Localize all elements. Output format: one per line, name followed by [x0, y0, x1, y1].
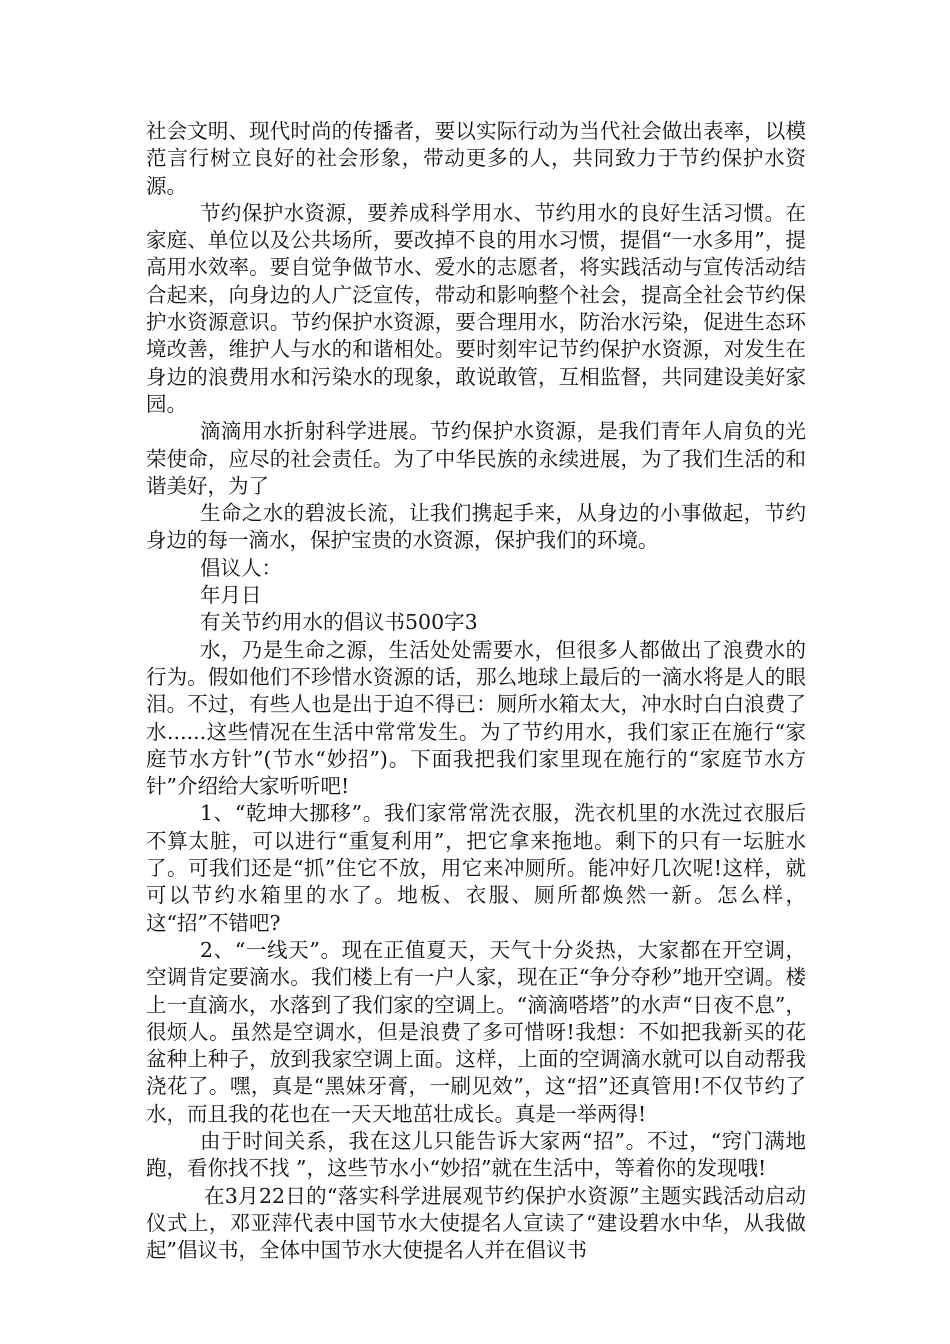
paragraph-march-22: 在3月22日的“落实科学进展观节约保护水资源”主题实践活动启动仪式上，邓亚萍代表中国节水大使提名人宣读了“建设碧水中华，从我做起”倡议书，全体中国节水大使提名人并在倡议书	[146, 1183, 806, 1263]
paragraph-call-to-action: 生命之水的碧波长流，让我们携起手来，从身边的小事做起，节约身边的每一滴水，保护宝贵的水资源，保护我们的环境。	[146, 501, 806, 553]
paragraph-continuation: 社会文明、现代时尚的传播者，要以实际行动为当代社会做出表率，以模范言行树立良好的社会形象，带动更多的人，共同致力于节约保护水资源。	[146, 119, 806, 198]
signature-proposer: 倡议人：	[200, 555, 282, 580]
signature-date: 年月日	[200, 583, 262, 608]
document-body	[146, 118, 806, 1264]
paragraph-youth-mission: 滴滴用水折射科学进展。节约保护水资源，是我们青年人肩负的光荣使命，应尽的社会责任。为了中华民族的永续进展，为了我们生活的和谐美好，为了	[146, 419, 806, 498]
paragraph-closing: 由于时间关系，我在这儿只能告诉大家两“招”。不过，“窍门满地跑，看你找不找 ”，这些节水小“妙招”就在生活中，等着你的发现哦!	[146, 1128, 806, 1181]
paragraph-water-habits: 节约保护水资源，要养成科学用水、节约用水的良好生活习惯。在家庭、单位以及公共场所，要改掉不良的用水习惯，提倡“一水多用”，提高用水效率。要自觉争做节水、爱水的志愿者，将实践活动与宣传活动结合起来，向身边的人广泛宣传，带动和影响整个社会，提高全社会节约保护水资源意识。节约保护水资源，要合理用水，防治水污染，促进生态环境改善，维护人与水的和谐相处。要时刻牢记节约保护水资源，对发生在身边的浪费用水和污染水的现象，敢说敢管，互相监督，共同建设美好家园。	[146, 200, 806, 416]
paragraph-intro-water: 水，乃是生命之源，生活处处需要水，但很多人都做出了浪费水的行为。假如他们不珍惜水资源的话，那么地球上最后的一滴水将是人的眼泪。不过，有些人也是出于迫不得已：厕所水箱太大，冲水时白白浪费了水......这些情况在生活中常常发生。为了节约用水，我们家正在施行“家庭节水方针”(节水“妙招”)。下面我把我们家里现在施行的“家庭节水方针”介绍给大家听听吧!	[146, 637, 806, 799]
section-heading: 有关节约用水的倡议书500字3	[200, 610, 478, 635]
paragraph-tip-2: 2、“一线天”。现在正值夏天，天气十分炎热，大家都在开空调，空调肯定要滴水。我们楼上有一户人家，现在正“争分夺秒”地开空调。楼上一直滴水，水落到了我们家的空调上。“滴滴嗒塔”的水声“日夜不息”，很烦人。虽然是空调水，但是浪费了多可惜呀!我想：不如把我新买的花盆种上种子，放到我家空调上面。这样，上面的空调滴水就可以自动帮我浇花了。嘿，真是“黑妹牙膏，一刷见效”，这“招”还真管用!不仅节约了水，而且我的花也在一天天地茁壮成长。真是一举两得!	[146, 937, 806, 1126]
paragraph-tip-1: 1、“乾坤大挪移”。我们家常常洗衣服，洗衣机里的水洗过衣服后不算太脏，可以进行“重复利用”，把它拿来拖地。剩下的只有一坛脏水了。可我们还是“抓”住它不放，用它来冲厕所。能冲好几次呢!这样，就可以节约水箱里的水了。地板、衣服、厕所都焕然一新。怎么样，这“招”不错吧?	[146, 801, 806, 935]
